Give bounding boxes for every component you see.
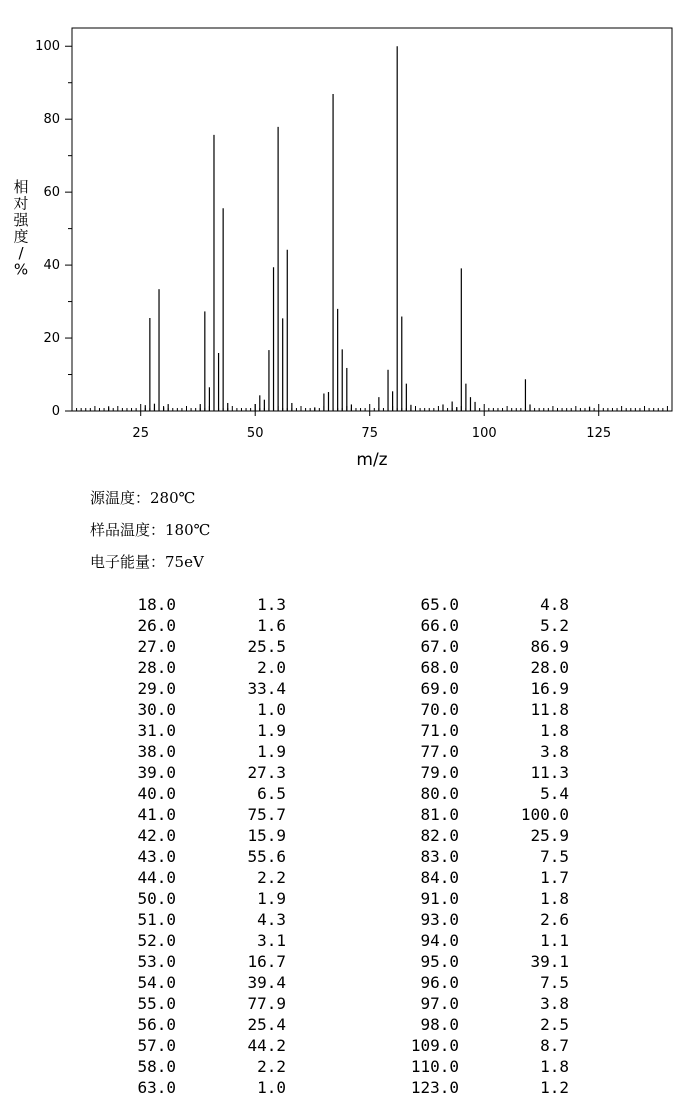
- intensity-cell: 2.6: [540, 910, 569, 929]
- mz-cell: 109.0: [410, 1036, 459, 1055]
- intensity-cell: 2.0: [257, 658, 286, 677]
- mz-cell: 84.0: [420, 868, 459, 887]
- sample-temperature: 样品温度：180℃: [90, 521, 211, 539]
- intensity-cell: 25.9: [530, 826, 569, 845]
- mz-cell: 95.0: [420, 952, 459, 971]
- mz-cell: 54.0: [137, 973, 176, 992]
- electron-energy: 电子能量：75eV: [90, 553, 204, 571]
- intensity-cell: 25.5: [247, 637, 286, 656]
- mz-cell: 110.0: [410, 1057, 459, 1076]
- intensity-cell: 77.9: [247, 994, 286, 1013]
- mz-cell: 27.0: [137, 637, 176, 656]
- mz-cell: 53.0: [137, 952, 176, 971]
- mz-cell: 123.0: [410, 1078, 459, 1097]
- mz-cell: 63.0: [137, 1078, 176, 1097]
- source-temperature: 源温度：280℃: [90, 489, 196, 507]
- intensity-cell: 16.9: [530, 679, 569, 698]
- plot-frame: [72, 28, 672, 411]
- mz-cell: 38.0: [137, 742, 176, 761]
- intensity-cell: 1.8: [540, 1057, 569, 1076]
- y-tick-label: 100: [35, 39, 60, 55]
- mz-cell: 80.0: [420, 784, 459, 803]
- intensity-cell: 39.4: [247, 973, 286, 992]
- mz-cell: 58.0: [137, 1057, 176, 1076]
- mz-cell: 42.0: [137, 826, 176, 845]
- intensity-cell: 25.4: [247, 1015, 286, 1034]
- intensity-cell: 1.1: [540, 931, 569, 950]
- intensity-cell: 1.2: [540, 1078, 569, 1097]
- mz-cell: 57.0: [137, 1036, 176, 1055]
- x-axis-label: m/z: [356, 450, 388, 470]
- intensity-cell: 11.3: [530, 763, 569, 782]
- intensity-cell: 2.5: [540, 1015, 569, 1034]
- mz-cell: 65.0: [420, 595, 459, 614]
- mz-cell: 66.0: [420, 616, 459, 635]
- intensity-cell: 8.7: [540, 1036, 569, 1055]
- x-tick-label: 25: [132, 426, 149, 441]
- intensity-cell: 1.0: [257, 1078, 286, 1097]
- intensity-cell: 4.3: [257, 910, 286, 929]
- intensity-cell: 3.1: [257, 931, 286, 950]
- intensity-cell: 44.2: [247, 1036, 286, 1055]
- intensity-cell: 1.8: [540, 889, 569, 908]
- mz-cell: 41.0: [137, 805, 176, 824]
- intensity-cell: 5.2: [540, 616, 569, 635]
- mz-cell: 30.0: [137, 700, 176, 719]
- intensity-cell: 2.2: [257, 1057, 286, 1076]
- intensity-cell: 1.9: [257, 889, 286, 908]
- intensity-cell: 75.7: [247, 805, 286, 824]
- peak-bars: [109, 46, 590, 411]
- mz-cell: 81.0: [420, 805, 459, 824]
- mz-cell: 94.0: [420, 931, 459, 950]
- intensity-cell: 7.5: [540, 847, 569, 866]
- intensity-cell: 1.8: [540, 721, 569, 740]
- intensity-cell: 15.9: [247, 826, 286, 845]
- x-tick-label: 100: [471, 426, 497, 441]
- intensity-cell: 1.6: [257, 616, 286, 635]
- mz-cell: 40.0: [137, 784, 176, 803]
- y-tick-label: 0: [51, 404, 60, 419]
- mz-cell: 26.0: [137, 616, 176, 635]
- y-tick-label: 40: [43, 258, 60, 274]
- x-tick-label: 125: [586, 426, 612, 441]
- mz-cell: 82.0: [420, 826, 459, 845]
- mz-cell: 67.0: [420, 637, 459, 656]
- mz-cell: 77.0: [420, 742, 459, 761]
- x-axis: [72, 404, 672, 441]
- intensity-cell: 100.0: [520, 805, 569, 824]
- y-axis-label: 相对强度/ %: [13, 178, 29, 279]
- mz-cell: 28.0: [137, 658, 176, 677]
- mz-cell: 50.0: [137, 889, 176, 908]
- intensity-cell: 1.9: [257, 742, 286, 761]
- mass-spectrum-chart: [0, 0, 696, 480]
- mz-cell: 31.0: [137, 721, 176, 740]
- intensity-cell: 2.2: [257, 868, 286, 887]
- mz-cell: 39.0: [137, 763, 176, 782]
- x-tick-label: 75: [361, 426, 378, 441]
- intensity-cell: 39.1: [530, 952, 569, 971]
- intensity-cell: 5.4: [540, 784, 569, 803]
- mz-cell: 56.0: [137, 1015, 176, 1034]
- mz-cell: 70.0: [420, 700, 459, 719]
- mz-cell: 43.0: [137, 847, 176, 866]
- mz-cell: 55.0: [137, 994, 176, 1013]
- y-tick-label: 20: [43, 331, 60, 347]
- intensity-cell: 27.3: [247, 763, 286, 782]
- mz-cell: 18.0: [137, 595, 176, 614]
- mz-cell: 96.0: [420, 973, 459, 992]
- mz-cell: 71.0: [420, 721, 459, 740]
- mz-cell: 98.0: [420, 1015, 459, 1034]
- intensity-cell: 3.8: [540, 742, 569, 761]
- mz-cell: 68.0: [420, 658, 459, 677]
- intensity-cell: 86.9: [530, 637, 569, 656]
- mz-cell: 79.0: [420, 763, 459, 782]
- intensity-cell: 28.0: [530, 658, 569, 677]
- mz-cell: 69.0: [420, 679, 459, 698]
- x-tick-label: 50: [246, 426, 264, 441]
- intensity-cell: 7.5: [540, 973, 569, 992]
- intensity-cell: 1.9: [257, 721, 286, 740]
- intensity-cell: 1.3: [257, 595, 286, 614]
- mz-cell: 83.0: [420, 847, 459, 866]
- intensity-cell: 4.8: [540, 595, 569, 614]
- intensity-cell: 16.7: [247, 952, 286, 971]
- intensity-cell: 3.8: [540, 994, 569, 1013]
- intensity-cell: 6.5: [257, 784, 286, 803]
- intensity-cell: 1.7: [540, 868, 569, 887]
- intensity-cell: 1.0: [257, 700, 286, 719]
- y-tick-label: 80: [43, 112, 60, 128]
- mz-cell: 51.0: [137, 910, 176, 929]
- mz-cell: 91.0: [420, 889, 459, 908]
- intensity-cell: 33.4: [247, 679, 286, 698]
- mz-cell: 44.0: [137, 868, 176, 887]
- mz-cell: 29.0: [137, 679, 176, 698]
- intensity-cell: 11.8: [530, 700, 569, 719]
- intensity-cell: 55.6: [247, 847, 286, 866]
- y-tick-label: 60: [43, 185, 60, 201]
- y-axis: [35, 39, 72, 419]
- mz-cell: 52.0: [137, 931, 176, 950]
- mz-cell: 93.0: [420, 910, 459, 929]
- mz-cell: 97.0: [420, 994, 459, 1013]
